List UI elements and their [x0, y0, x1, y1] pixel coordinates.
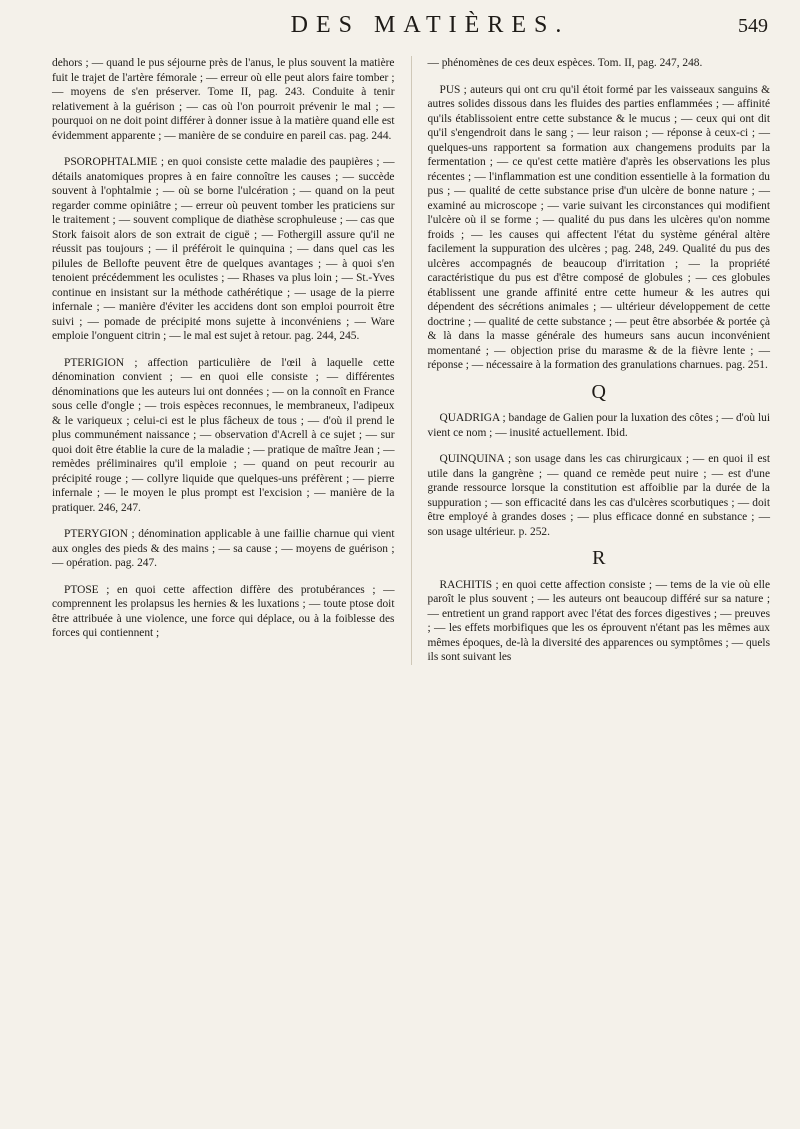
index-columns — [52, 56, 770, 665]
entry-pus: PUS ; auteurs qui ont cru qu'il étoit formé par les vaisseaux sanguins & autres solides dissous dans les fluides des parties enflammées ; — affinité qu'ils établissoient entre cette substance & le mucus ; — ceux qui ont dit qu'il s'engendroit dans le sang ; — leur raison ; — réponse à ceux-ci ; — quelques-uns rapportent sa formation aux changemens produits par la fermentation ; — ce qu'est cette matière d'après les observations les plus récentes ; — l'inflammation est une condition essentielle à la formation du pus ; — qualité de cette substance prise d'un ulcère de bonne nature ; — examiné au microscope ; — varie suivant les circonstances qui modifient l'ulcère où il se forme ; — qualité du pus dans les ulcères qu'on nomme froids ; — les causes qui affectent l'état du système général altère facilement la suppuration des ulcères ; pag. 248, 249. Qualité du pus des ulcères accompagnés de beaucoup d'irritation ; — la propriété caractéristique du pus est d'être composé de globules ; — ces globules établissent une grande affinité entre cette humeur & les autres qui dépendent des sécrétions animales ; — ultérieur développement de cette doctrine ; — qualité de cette substance ; — peut être absorbée & portée çà & là dans la masse générale des humeurs sans aucun inconvénient momentané ; — objection prise du marasme & de la fièvre lente ; — réponse ; — nécessaire à la formation des granulations charnues. pag. 251. — [427, 83, 770, 371]
page-header — [52, 12, 770, 46]
entry-pterygion: PTERYGION ; dénomination applicable à une faillie charnue qui vient aux ongles des pieds & des mains ; — sa cause ; — moyens de guérison ; — opération. pag. 247. — [52, 528, 395, 569]
page-number: 549 — [738, 15, 768, 37]
section-letter-q: Q — [591, 380, 606, 403]
entry-continuation: dehors ; — quand le pus séjourne près de l'anus, le plus souvent la matière fuit le trajet de l'artère fémorale ; — erreur où elle peut alors faire tomber ; — moyens de s'en préserver. Tome II, pag. 243. Conduite à tenir relativement à la guérison ; — cas où l'on pourroit prévenir le mal ; — pourquoi on ne doit point différer à donner issue à la matière quand elle est évidemment apparente ; — manière de se conduire en pareil cas. pag. 244. — [52, 57, 395, 142]
left-column — [52, 56, 395, 665]
entry-ptose: PTOSE ; en quoi cette affection diffère des protubérances ; — comprennent les prolapsus les hernies & les luxations ; — toute ptose doit être attribuée à une violence, une force qui déplace, ou à la foiblesse des forces qui contiennent ; — [52, 583, 395, 639]
entry-quadriga: QUADRIGA ; bandage de Galien pour la luxation des côtes ; — d'où lui vient ce nom ; — inusité actuellement. Ibid. — [427, 412, 770, 439]
right-column — [428, 56, 771, 665]
entry-pterigion: PTERIGION ; affection particulière de l'œil à laquelle cette dénomination convient ; — en quoi elle consiste ; — différentes dénominations que les auteurs lui ont données ; — on la connoît en France sous celle d'ongle ; — trois espèces reconnues, le membraneux, l'adipeux & le variqueux ; celui-ci est le plus fâcheux de tous ; — d'où il prend le plus communément naissance ; — observation d'Acrell à ce sujet ; — sur quoi doit être établie la cure de la maladie ; — pratique de maître Jean ; — remèdes préliminaires qu'il emploie ; — quand on peut recourir au précipité rouge ; — collyre liquide que quelques-uns préfèrent ; — pierre infernale ; — le moyen le plus prompt est l'excision ; — manière de la pratiquer. 246, 247. — [52, 356, 395, 514]
section-letter-r: R — [592, 547, 606, 569]
column-divider — [411, 56, 412, 665]
entry-rachitis: RACHITIS ; en quoi cette affection consiste ; — tems de la vie où elle paroît le plus souvent ; — les auteurs ont beaucoup différé sur sa nature ; — entretient un grand rapport avec l'état des forces digestives ; — preuves ; — les effets morbifiques que les os éprouvent n'étant pas les mêmes aux mêmes époques, de-là la diversité des apparences ou symptômes ; — quels ils sont suivant les — [427, 578, 770, 663]
entry-continuation-ptose: — phénomènes de ces deux espèces. Tom. II, pag. 247, 248. — [427, 57, 703, 69]
entry-quinquina: QUINQUINA ; son usage dans les cas chirurgicaux ; — en quoi il est utile dans la gangrène ; — quand ce remède peut nuire ; — est d'une grande ressource lorsque la constitution est affoiblie par la durée de la suppuration ; — son efficacité dans les cas d'ulcères scorbutiques ; — doit être employé à grandes doses ; — plus efficace donné en substance ; — son usage ultérieur. p. 252. — [427, 453, 770, 538]
running-title: DES MATIÈRES. — [290, 12, 570, 38]
entry-psorophtalmie: PSOROPHTALMIE ; en quoi consiste cette maladie des paupières ; — détails anatomiques propres à en faire connoître les causes ; — succède souvent à l'ophtalmie ; — où se borne l'ulcération ; — quand on la peut regarder comme opiniâtre ; — erreur où peuvent tomber les praticiens sur le traitement ; — souvent complique de diathèse scrophuleuse ; — cas que Stork faisoit alors de son extrait de ciguë ; — Fothergill assure qu'il ne réussit pas toujours ; — il préféroit le quinquina ; — dans quel cas les pilules de Bellofte peuvent être de quelques avantages ; — à quoi s'en tenoient précédemment les oculistes ; — Rhases va plus loin ; — St.-Yves continue en insistant sur la méthode cathérétique ; — usage de la pierre infernale ; — manière d'éviter les accidens dont son emploi pourroit être suivi ; — pomade de précipité mons sujette à inconvéniens ; — Ware emploie l'onguent citrin ; — le mal est sujet à retour. pag. 244, 245. — [52, 156, 395, 342]
